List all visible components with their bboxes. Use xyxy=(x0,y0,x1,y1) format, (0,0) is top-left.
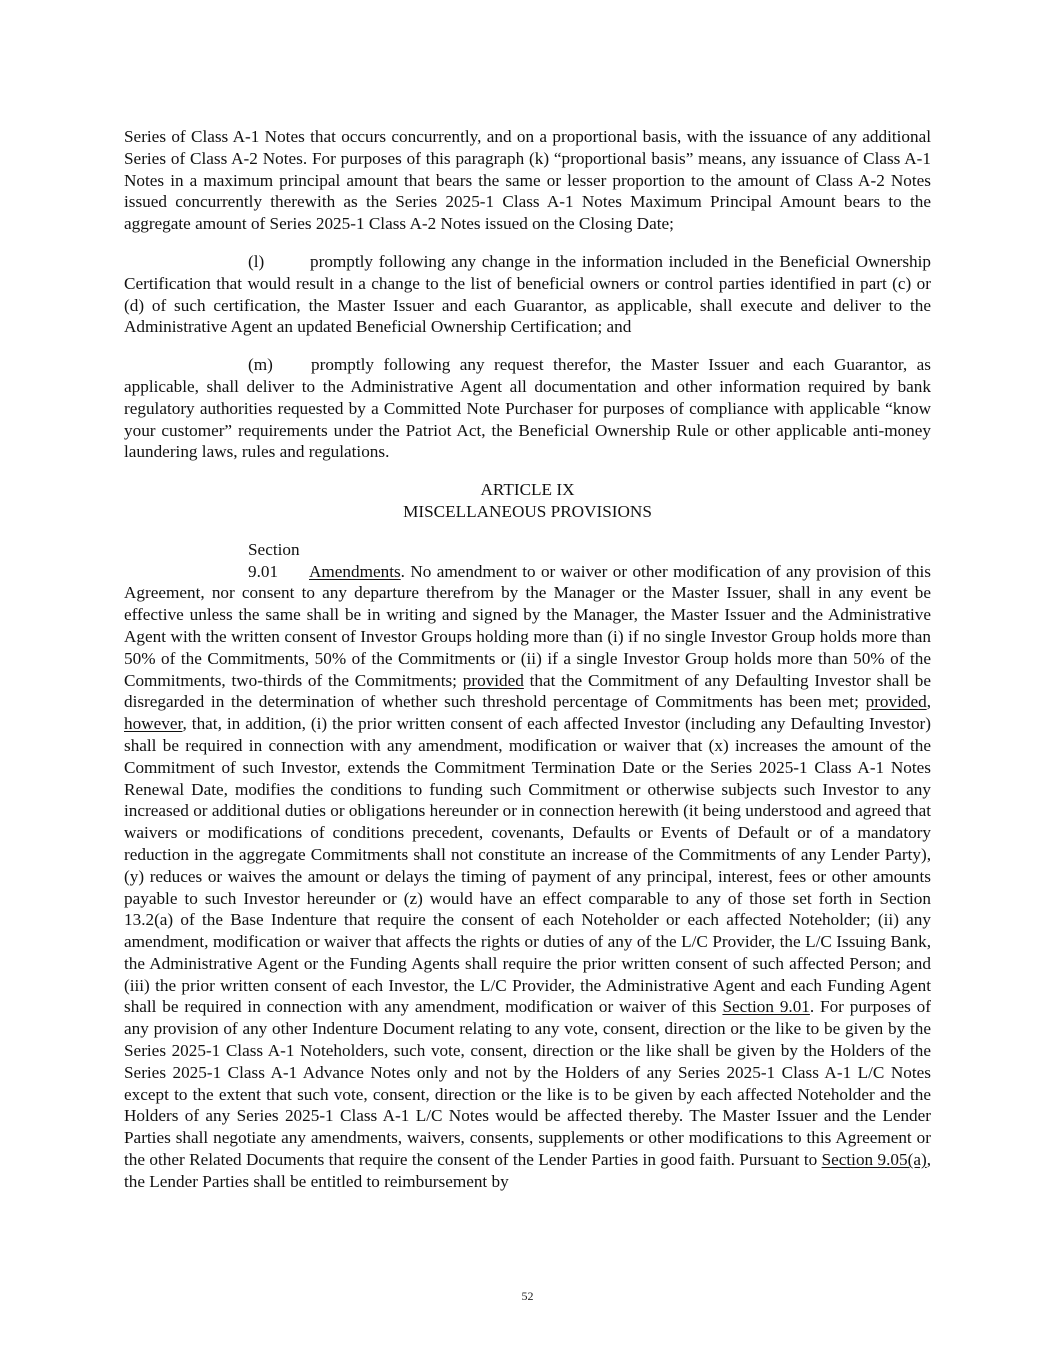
provided-term-2: provided xyxy=(865,692,927,712)
section-text-3: , xyxy=(926,692,931,712)
paragraph-k-continuation: Series of Class A-1 Notes that occurs concurrently, and on a proportional basis, with the issuance of any additional Series of Class A-2 Notes. For purposes of this paragraph (k) “proportional basis” means, any issuance of Class A-1 Notes in a maximum principal amount that bears the same or lesser proportion to the amount of Class A-2 Notes issued concurrently therewith as the Series 2025-1 Class A-1 Notes Maximum Principal Amount bears to the aggregate amount of Series 2025-1 Class A-2 Notes issued on the Closing Date; xyxy=(124,127,931,234)
paragraph-m xyxy=(124,354,931,463)
section-9-05a-reference: Section 9.05(a) xyxy=(821,1150,927,1170)
section-9-01-heading: Amendments xyxy=(309,561,401,581)
paragraph-l xyxy=(124,251,931,338)
section-text-5: . For purposes of any provision of any other Indenture Document relating to any vote, consent, direction or the like to be given by the Series 2025-1 Class A-1 Noteholders, such vote, consent, direction or the like shall be given by the Holders of the Series 2025-1 Class A-1 Advance Notes only and not by the Holders of any Series 2025-1 Class A-1 L/C Notes except to the extent that such vote, consent, direction or the like is to be given by each affected Noteholder and the Holders of any Series 2025-1 Class A-1 L/C Notes would be affected thereby. The Master Issuer and the Lender Parties shall negotiate any amendments, waivers, consents, supplements or other modifications to this Agreement or the other Related Documents that require the consent of the Lender Parties in good faith. Pursuant to xyxy=(124,997,931,1170)
article-title: MISCELLANEOUS PROVISIONS xyxy=(403,501,652,521)
section-text-1: . No amendment to or waiver or other modification of any provision of this Agreement, nor consent to any departure therefrom by the Manager or the Master Issuer, shall in any event be effective unless the same shall be in writing and signed by the Manager, the Master Issuer and the Administrative Agent with the written consent of Investor Groups holding more than (i) if no single Investor Group holds more than 50% of the Commitments, 50% of the Commitments or (ii) if a single Investor Group holds more than 50% of the Commitments, two-thirds of the Commitments; xyxy=(124,561,931,690)
section-text-2: that the Commitment of any Defaulting Investor shall be disregarded in the determination of whether such threshold percentage of Commitments has been met; xyxy=(124,670,931,712)
section-text-6: , the Lender Parties shall be entitled to reimbursement by xyxy=(124,1150,931,1191)
paragraph-l-label: (l) xyxy=(248,251,265,271)
section-9-01-reference: Section 9.01 xyxy=(722,997,810,1017)
page-number: 52 xyxy=(521,1289,534,1303)
paragraph-m-text: promptly following any request therefor, the Master Issuer and each Guarantor, as applicable, shall deliver to the Administrative Agent all documentation and other information required by bank regulatory authorities requested by a Committed Note Purchaser for purposes of compliance with applicable “know your customer” requirements under the Patriot Act, the Beneficial Ownership Rule or other applicable anti-money laundering laws, rules and regulations. xyxy=(124,355,931,462)
section-9-01-label: Section 9.01 xyxy=(248,539,300,581)
paragraph-l-text: promptly following any change in the information included in the Beneficial Ownership Certification that would result in a change to the list of beneficial owners or control parties identified in part (c) or (d) of such certification, the Master Issuer and each Guarantor, as applicable, shall execute and deliver to the Administrative Agent an updated Beneficial Ownership Certification; and xyxy=(124,251,931,337)
section-9-01 xyxy=(124,539,931,1193)
however-term: however xyxy=(124,714,183,734)
section-text-4: , that, in addition, (i) the prior written consent of each affected Investor (including any Defaulting Investor) shall be required in connection with any amendment, modification or waiver that (x) increases the amount of the Commitment of such Investor, extends the Commitment Termination Date or the Series 2025-1 Class A-1 Notes Renewal Date, modifies the conditions to funding such Commitment or otherwise subjects such Investor to any increased or additional duties or obligations hereunder or in connection herewith (it being understood and agreed that waivers or modifications of conditions precedent, covenants, Defaults or Events of Default or of a mandatory reduction in the aggregate Commitments shall not constitute an increase of the Commitments of any Lender Party), (y) reduces or waives the amount or delays the timing of payment of any principal, interest, fees or other amounts payable to such Investor hereunder or (z) would have an effect comparable to any of those set forth in Section 13.2(a) of the Base Indenture that require the consent of each Noteholder or each affected Noteholder; (ii) any amendment, modification or waiver that affects the rights or duties of any of the L/C Provider, the L/C Issuing Bank, the Administrative Agent or the Funding Agents shall require the prior written consent of such affected Person; and (iii) the prior written consent of each Investor, the L/C Provider, the Administrative Agent and each Funding Agent shall be required in connection with any amendment, modification or waiver of this xyxy=(124,714,931,1017)
paragraph-m-label: (m) xyxy=(248,355,273,375)
article-number: ARTICLE IX xyxy=(480,480,575,500)
document-page xyxy=(124,126,931,1193)
provided-term-1: provided xyxy=(462,670,524,690)
